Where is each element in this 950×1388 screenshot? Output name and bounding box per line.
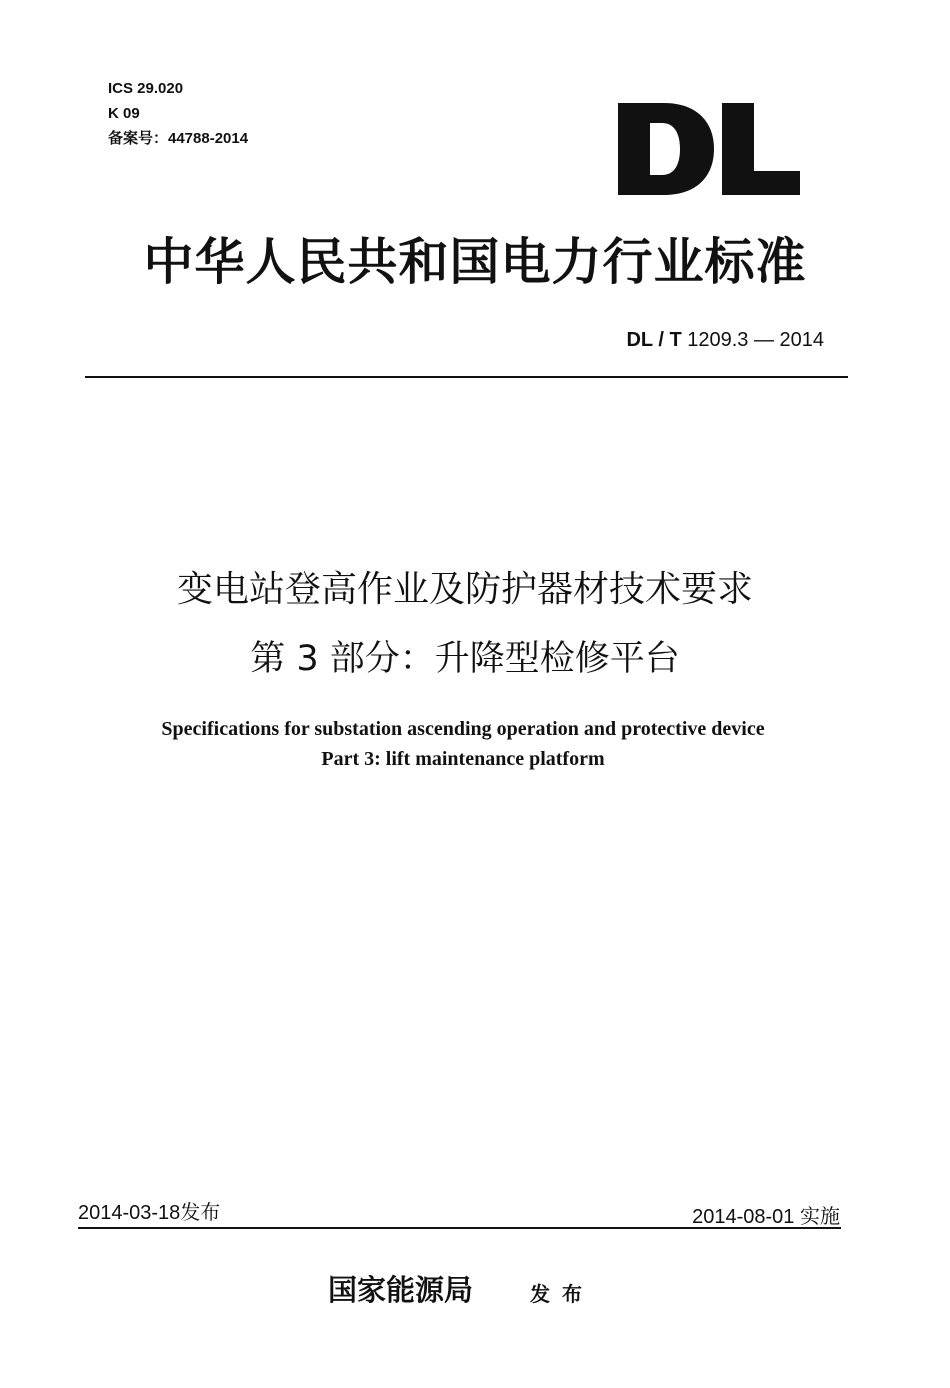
bottom-divider xyxy=(78,1227,841,1229)
chinese-title-line-2: 第 3 部分：升降型检修平台 xyxy=(250,639,680,679)
chinese-title-line-1: 变电站登高作业及防护器材技术要求 xyxy=(176,569,753,610)
filing-number: 备案号：44788-2014 xyxy=(108,130,249,147)
english-title-line-2: Part 3: lift maintenance platform xyxy=(321,748,605,770)
implementation-date: 2014-08-01 实施 xyxy=(692,1206,840,1228)
classification-block xyxy=(108,76,248,151)
issued-label: 发布 xyxy=(530,1282,594,1306)
publication-date: 2014-03-18发布 xyxy=(78,1202,221,1224)
english-title-line-1: Specifications for substation ascending operation and protective device xyxy=(161,718,765,740)
issuer-name: 国家能源局 xyxy=(328,1273,474,1307)
standard-prefix: DL / T xyxy=(626,329,682,351)
standard-number xyxy=(626,329,824,352)
issuing-authority-title: 中华人民共和国电力行业标准 xyxy=(143,233,807,291)
standard-code: 1209.3 — 2014 xyxy=(687,329,824,351)
classification-code: K 09 xyxy=(108,105,140,122)
ics-code: ICS 29.020 xyxy=(108,80,184,97)
dl-logo xyxy=(618,103,800,195)
top-divider xyxy=(85,376,848,378)
